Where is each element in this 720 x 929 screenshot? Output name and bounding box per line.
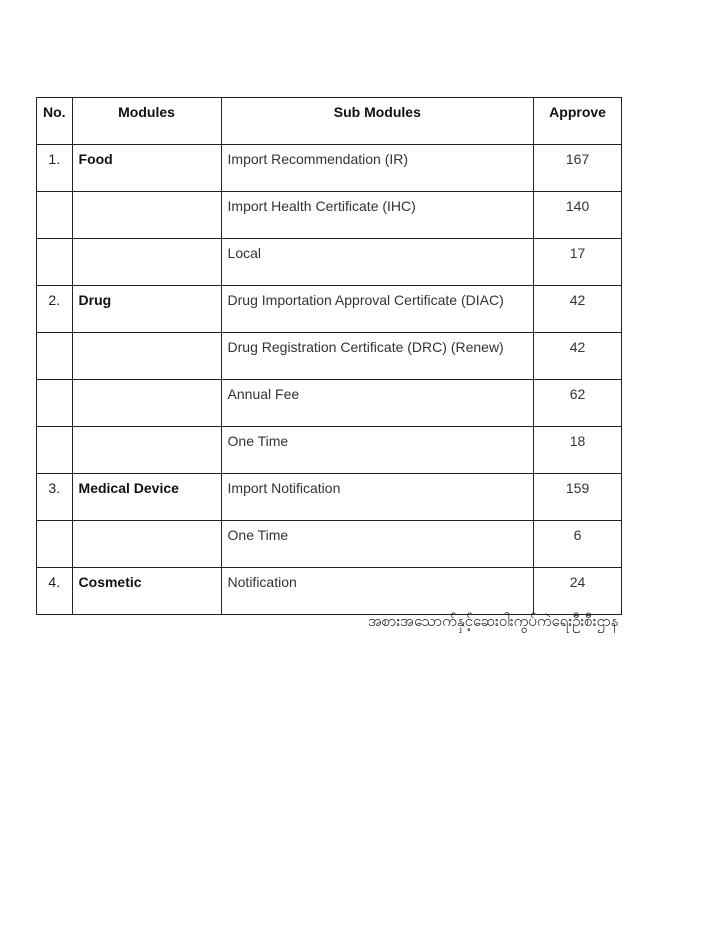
row-sub-module: Import Health Certificate (IHC)	[221, 192, 534, 239]
row-module: Medical Device	[72, 474, 221, 521]
table-row	[37, 333, 622, 380]
row-module	[72, 333, 221, 380]
header-modules: Modules	[72, 98, 221, 145]
row-no	[37, 380, 73, 427]
row-approve: 42	[534, 333, 622, 380]
row-sub-module: One Time	[221, 427, 534, 474]
table-row	[37, 427, 622, 474]
row-sub-module: Drug Registration Certificate (DRC) (Renew)	[221, 333, 534, 380]
table-row	[37, 192, 622, 239]
approval-table	[36, 97, 622, 615]
row-sub-module: Annual Fee	[221, 380, 534, 427]
organization-name: အစားအသောက်နှင့်ဆေးဝါးကွပ်ကဲရေးဦးစီးဌာန	[368, 612, 619, 630]
table-row	[37, 239, 622, 286]
row-approve: 42	[534, 286, 622, 333]
row-module	[72, 427, 221, 474]
row-module: Food	[72, 145, 221, 192]
row-no	[37, 192, 73, 239]
row-approve: 159	[534, 474, 622, 521]
header-no: No.	[37, 98, 73, 145]
row-approve: 24	[534, 568, 622, 615]
header-sub-modules: Sub Modules	[221, 98, 534, 145]
table-header-row	[37, 98, 622, 145]
row-sub-module: Notification	[221, 568, 534, 615]
row-no	[37, 427, 73, 474]
row-module	[72, 380, 221, 427]
row-sub-module: Import Notification	[221, 474, 534, 521]
row-no	[37, 333, 73, 380]
row-sub-module: Local	[221, 239, 534, 286]
header-approve: Approve	[534, 98, 622, 145]
row-module	[72, 521, 221, 568]
row-no	[37, 239, 73, 286]
row-approve: 18	[534, 427, 622, 474]
row-sub-module: Import Recommendation (IR)	[221, 145, 534, 192]
row-module: Drug	[72, 286, 221, 333]
row-module: Cosmetic	[72, 568, 221, 615]
row-approve: 167	[534, 145, 622, 192]
table-row	[37, 568, 622, 615]
table-row	[37, 286, 622, 333]
row-no: 3.	[37, 474, 73, 521]
row-sub-module: Drug Importation Approval Certificate (DIAC)	[221, 286, 534, 333]
row-approve: 17	[534, 239, 622, 286]
table-row	[37, 380, 622, 427]
table-row	[37, 474, 622, 521]
row-approve: 62	[534, 380, 622, 427]
row-no: 1.	[37, 145, 73, 192]
row-sub-module: One Time	[221, 521, 534, 568]
table-row	[37, 521, 622, 568]
row-no: 2.	[37, 286, 73, 333]
row-approve: 140	[534, 192, 622, 239]
row-no: 4.	[37, 568, 73, 615]
row-module	[72, 239, 221, 286]
row-no	[37, 521, 73, 568]
row-module	[72, 192, 221, 239]
table-row	[37, 145, 622, 192]
row-approve: 6	[534, 521, 622, 568]
